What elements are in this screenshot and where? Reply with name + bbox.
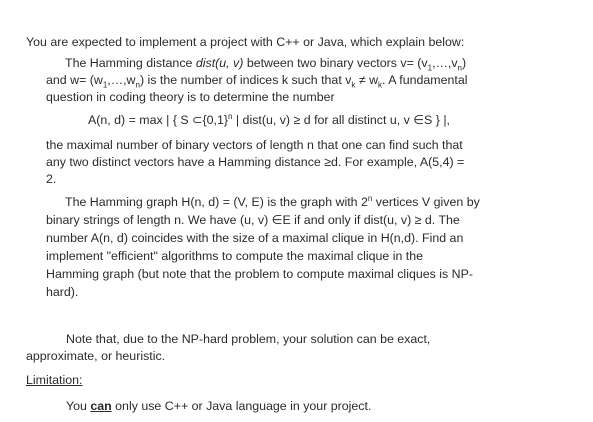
p3-line6: hard). — [46, 285, 79, 299]
p3-line3: number A(n, d) coincides with the size of a maximal clique in H(n,d). Find an — [46, 231, 464, 245]
emphasis-can: can — [90, 399, 112, 413]
intro-text: You are expected to implement a project with C++ or Java, which explain below: — [26, 35, 465, 49]
p3-line2: binary strings of length n. We have (u, v) ∈E if and only if dist(u, v) ≥ d. The — [46, 213, 460, 227]
p4-line1: Note that, due to the NP-hard problem, your solution can be exact, — [66, 332, 431, 346]
p2-line1: the maximal number of binary vectors of length n that one can find such that — [46, 138, 463, 152]
p1-line3: question in coding theory is to determine the number — [46, 90, 335, 104]
limitation-heading: Limitation: — [26, 373, 83, 387]
p1-line2: and $w= (w_1,\dots,w_n)$ is the number of indices k such that $v_k \ne w_k$. A fundamental — [46, 73, 468, 90]
p4-line2: approximate, or heuristic. — [26, 349, 166, 363]
p2-line3: 2. — [46, 172, 57, 186]
formula: A(n, d) = max | { S $\subset\{0,1\}^n$ | dist(u, v) ≥ d for all distinct u, v ∈S } |, — [88, 111, 450, 127]
p3-line1: The Hamming graph H(n, d) = (V, E) is the graph with 2$^n$ vertices V given by — [65, 193, 480, 209]
p3-line4: implement "efficient" algorithms to compute the maximal clique in the — [46, 249, 424, 263]
limitation-text: You can only use C++ or Java language in your project. — [66, 399, 372, 413]
p1-line1: The Hamming distance dist(u, v) between two binary vectors $v= (v_1,\dots,v_n)$ — [65, 56, 467, 73]
p3-line5: Hamming graph (but note that the problem to compute maximal cliques is NP- — [46, 267, 473, 281]
p2-line2: any two distinct vectors have a Hamming distance ≥d. For example, A(5,4) = — [46, 155, 465, 169]
